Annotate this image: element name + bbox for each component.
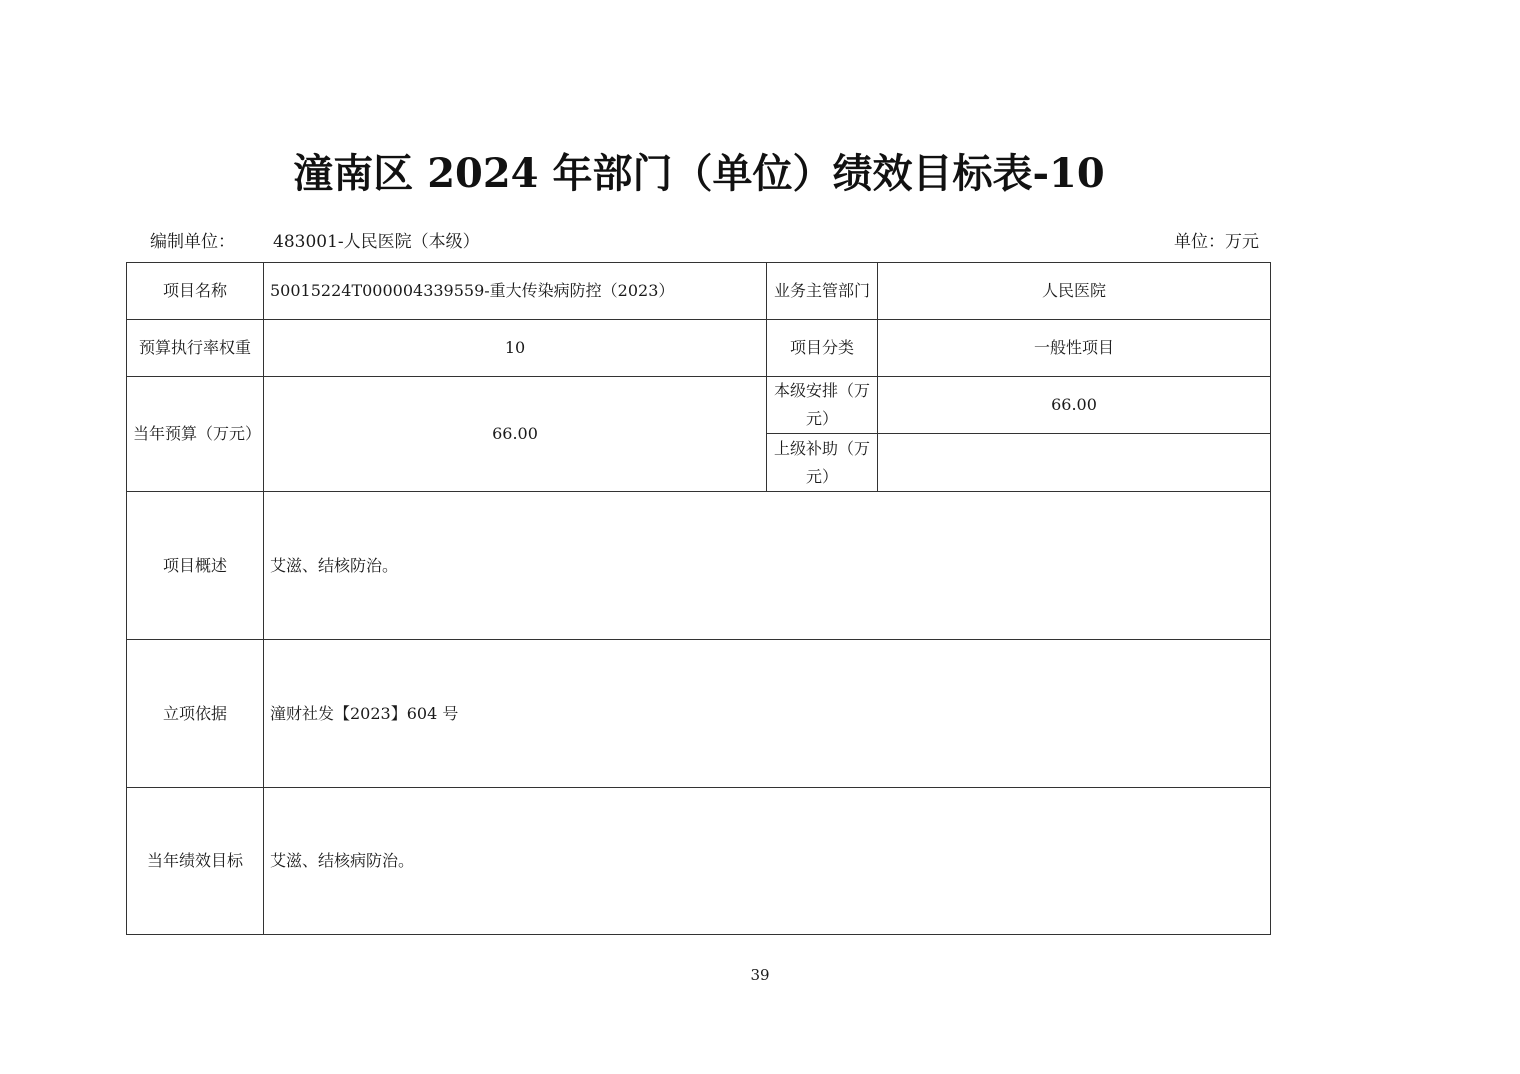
upper-subsidy-value: [878, 434, 1271, 492]
local-arrangement-label: 本级安排（万元）: [767, 377, 878, 434]
department-label: 业务主管部门: [767, 263, 878, 320]
table-row: [127, 377, 1271, 434]
execution-weight-label: 预算执行率权重: [127, 320, 264, 377]
annual-goal-label: 当年绩效目标: [127, 788, 264, 935]
table-row: [127, 640, 1271, 788]
currency-unit-label: 单位：万元: [1174, 232, 1259, 252]
performance-target-table: [126, 262, 1271, 935]
compiling-unit-label: 编制单位：: [150, 232, 235, 252]
annual-goal-value: 艾滋、结核病防治。: [264, 788, 1271, 935]
table-row: [127, 788, 1271, 935]
document-title: 潼南区 2024 年部门（单位）绩效目标表-10: [293, 150, 1105, 197]
project-overview-label: 项目概述: [127, 492, 264, 640]
approval-basis-label: 立项依据: [127, 640, 264, 788]
project-category-label: 项目分类: [767, 320, 878, 377]
department-value: 人民医院: [878, 263, 1271, 320]
project-overview-value: 艾滋、结核防治。: [264, 492, 1271, 640]
project-name-value: 50015224T000004339559-重大传染病防控（2023）: [264, 263, 767, 320]
upper-subsidy-label: 上级补助（万元）: [767, 434, 878, 492]
table-row: [127, 492, 1271, 640]
local-arrangement-value: 66.00: [878, 377, 1271, 434]
approval-basis-value: 潼财社发【2023】604 号: [264, 640, 1271, 788]
annual-budget-value: 66.00: [264, 377, 767, 492]
table-row: [127, 263, 1271, 320]
project-name-label: 项目名称: [127, 263, 264, 320]
table-row: [127, 320, 1271, 377]
compiling-unit-value: 483001-人民医院（本级）: [273, 232, 480, 252]
execution-weight-value: 10: [264, 320, 767, 377]
project-category-value: 一般性项目: [878, 320, 1271, 377]
annual-budget-label: 当年预算（万元）: [127, 377, 264, 492]
page-number: 39: [750, 966, 770, 984]
